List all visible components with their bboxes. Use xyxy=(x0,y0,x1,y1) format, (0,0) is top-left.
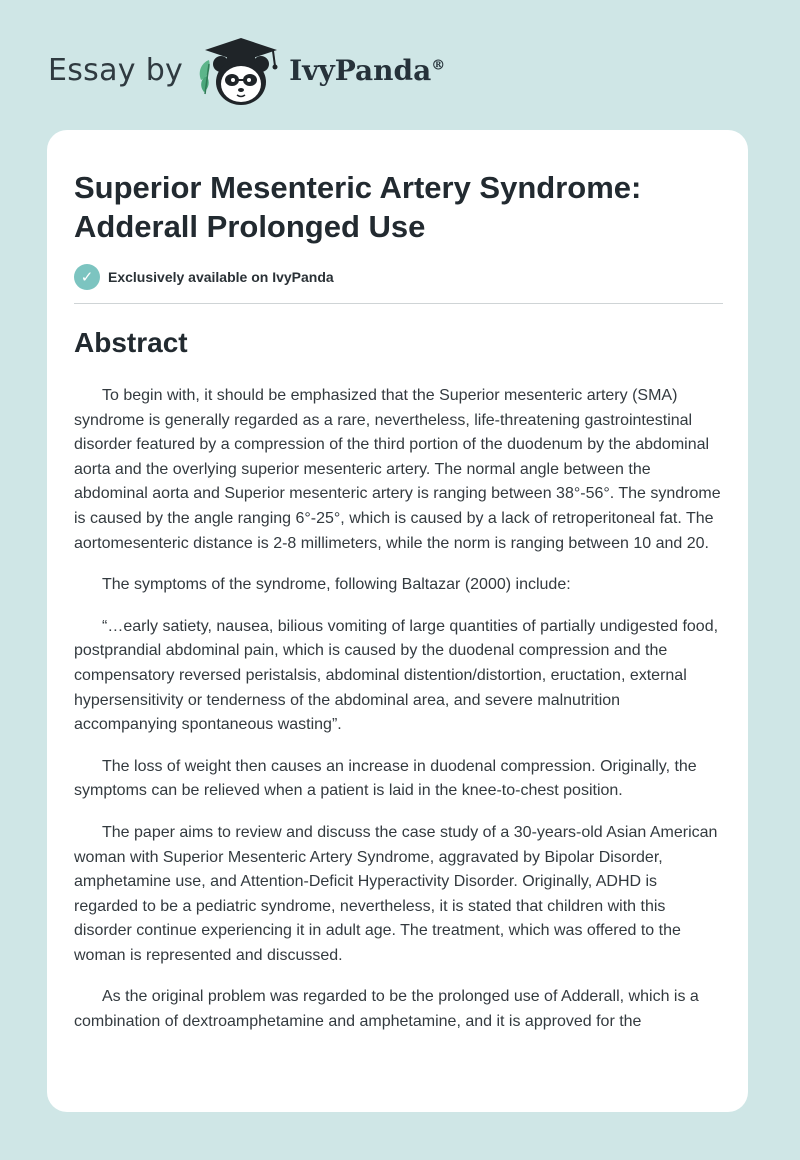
paragraph: The paper aims to review and discuss the case study of a 30-years-old Asian American woman with Superior Mesenteric Artery Syndrome, aggravated by Bipolar Disorder, amphetamine use, and Attention-Deficit Hyperactivity Disorder. Originally, ADHD is regarded to be a pediatric syndrome, nevertheless, it is stated that children with this disorder continue experiencing it in adult age. The treatment, which was offered to the woman is represented and discussed. xyxy=(74,823,718,964)
brand-name: IvyPanda® xyxy=(289,53,446,87)
paragraph: To begin with, it should be emphasized that the Superior mesenteric artery (SMA) syndrome is generally regarded as a rare, nevertheless, life-threatening gastrointestinal disorder featured by a compression of the third portion of the duodenum by the abdominal aorta and the overlying superior mesenteric artery. The normal angle between the abdominal aorta and Superior mesenteric artery is ranging between 38°-56°. The syndrome is caused by the angle ranging 6°-25°, which is caused by a lack of retroperitoneal fat. The aortomesenteric distance is 2-8 millimeters, while the norm is ranging between 10 and 20. xyxy=(74,387,721,552)
check-icon: ✓ xyxy=(74,264,100,290)
site-header xyxy=(48,30,445,110)
essay-card xyxy=(47,130,748,1112)
exclusive-badge xyxy=(74,264,334,290)
essay-by-label: Essay by xyxy=(48,52,184,88)
essay-title-line-2: Adderall Prolonged Use xyxy=(74,209,426,244)
section-heading-abstract: Abstract xyxy=(74,327,188,358)
essay-title-line-1: Superior Mesenteric Artery Syndrome: xyxy=(74,170,642,205)
exclusive-badge-text: Exclusively available on IvyPanda xyxy=(108,269,334,285)
divider xyxy=(74,303,723,304)
paragraph: The symptoms of the syndrome, following Baltazar (2000) include: xyxy=(102,576,571,594)
panda-graduate-icon xyxy=(195,30,287,110)
essay-body xyxy=(74,384,724,1052)
paragraph: The loss of weight then causes an increase in duodenal compression. Originally, the symptoms can be relieved when a patient is laid in the knee-to-chest position. xyxy=(74,757,697,800)
quote-paragraph: “…early satiety, nausea, bilious vomiting of large quantities of partially undigested food, postprandial abdominal pain, which is caused by the duodenal compression and the compensatory reversed peristalsis, abdominal distention/distortion, eructation, external hypersensitivity or tenderness of the abdominal area, and severe malnutrition accompanying spontaneous wasting”. xyxy=(74,617,719,734)
essay-title xyxy=(74,168,714,246)
paragraph: As the original problem was regarded to be the prolonged use of Adderall, which is a combination of dextroamphetamine and amphetamine, and it is approved for the xyxy=(74,988,699,1031)
registered-mark: ® xyxy=(431,57,446,74)
